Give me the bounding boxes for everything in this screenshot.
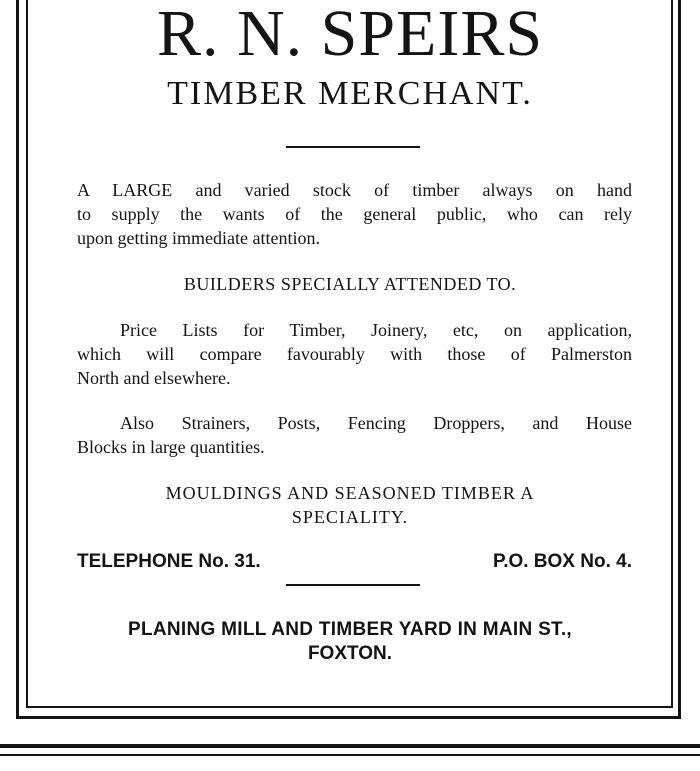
- strainers-line-2: Blocks in large quantities.: [77, 437, 265, 457]
- merchant-name: R. N. SPEIRS: [156, 0, 544, 70]
- stock-line-1: A LARGE and varied stock of timber always on hand: [77, 180, 632, 200]
- price-line-2: which will compare favourably with those of Palmerston: [77, 344, 632, 364]
- mill-location-line-1: PLANING MILL AND TIMBER YARD IN MAIN ST.,: [127, 619, 573, 640]
- mouldings-line-1: MOULDINGS AND SEASONED TIMBER A: [165, 483, 535, 503]
- mill-location-line-2: FOXTON.: [307, 643, 393, 664]
- merchant-trade: TIMBER MERCHANT.: [167, 75, 533, 112]
- stock-line-2: to supply the wants of the general public, who can rely: [77, 204, 632, 224]
- border-bottom-inner: [26, 706, 673, 708]
- mouldings-line-2: SPECIALITY.: [291, 507, 409, 527]
- price-paragraph: [77, 318, 632, 390]
- price-line-1: Price Lists for Timber, Joinery, etc, on application,: [120, 320, 632, 340]
- page-divider-thin: [0, 754, 700, 756]
- strainers-paragraph: [77, 411, 632, 459]
- divider-rule-middle: [286, 584, 420, 586]
- border-bottom-outer: [16, 716, 681, 719]
- telephone-number: TELEPHONE No. 31.: [77, 551, 261, 572]
- price-line-3: North and elsewhere.: [77, 368, 231, 388]
- builders-notice: BUILDERS SPECIALLY ATTENDED TO.: [183, 274, 517, 294]
- strainers-line-1: Also Strainers, Posts, Fencing Droppers, and House: [120, 413, 632, 433]
- po-box: P.O. BOX No. 4.: [492, 551, 632, 572]
- page-divider-thick: [0, 744, 700, 748]
- stock-line-3: upon getting immediate attention.: [77, 228, 320, 248]
- divider-rule-top: [286, 146, 420, 148]
- stock-paragraph: [77, 178, 632, 250]
